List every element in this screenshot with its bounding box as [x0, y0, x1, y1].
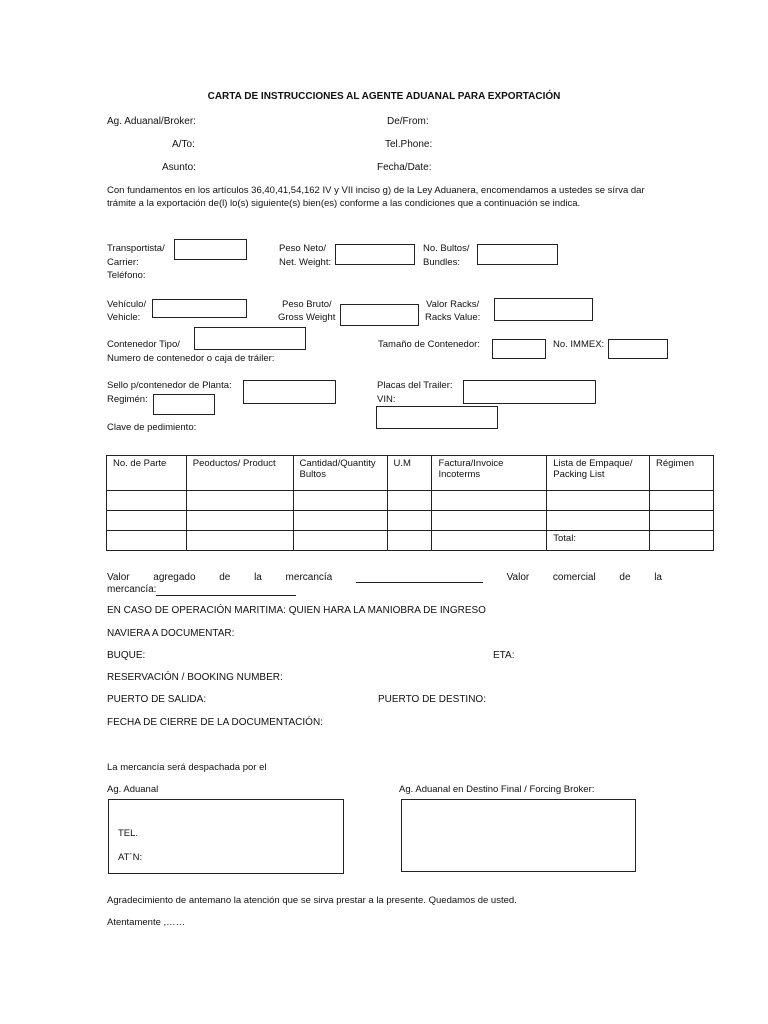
- value-word: de: [619, 572, 631, 583]
- table-cell[interactable]: [547, 491, 650, 511]
- header-product: Peoductos/ Product: [186, 456, 293, 491]
- table-row: [107, 511, 714, 531]
- value-word: mercancía: [285, 572, 333, 583]
- table-cell[interactable]: [107, 531, 187, 551]
- value-word: comercial: [552, 572, 596, 583]
- regime-label: Regimén:: [107, 394, 148, 405]
- value-line-2: [107, 583, 296, 596]
- trailer-plates-label: Placas del Trailer:: [377, 380, 453, 391]
- net-weight-field[interactable]: [335, 244, 415, 265]
- table-cell[interactable]: [650, 491, 714, 511]
- eta-label: ETA:: [493, 650, 515, 661]
- table-cell[interactable]: [107, 491, 187, 511]
- final-broker-heading: Ag. Aduanal en Destino Final / Forcing Broker:: [399, 784, 595, 795]
- from-label: De/From:: [387, 116, 429, 127]
- table-cell[interactable]: [387, 491, 432, 511]
- table-cell[interactable]: [186, 491, 293, 511]
- container-type-label: Contenedor Tipo/: [107, 339, 180, 350]
- value-word: Valor: [506, 572, 530, 583]
- racks-value-label-2: Racks Value:: [425, 312, 481, 323]
- maritime-heading: EN CASO DE OPERACIÓN MARITIMA: QUIEN HARA LA MANIOBRA DE INGRESO: [107, 605, 486, 616]
- bundles-label-2: Bundles:: [423, 257, 460, 268]
- regime-field[interactable]: [153, 394, 215, 415]
- table-cell[interactable]: [432, 491, 547, 511]
- seal-label: Sello p/contenedor de Planta:: [107, 380, 232, 391]
- table-total-row: [107, 531, 714, 551]
- table-cell[interactable]: [293, 531, 387, 551]
- header-part-number: No. de Parte: [107, 456, 187, 491]
- departure-port-label: PUERTO DE SALIDA:: [107, 694, 207, 705]
- value-word: agregado: [153, 572, 196, 583]
- net-weight-label-1: Peso Neto/: [279, 243, 326, 254]
- carrier-label-2: Carrier:: [107, 257, 139, 268]
- thanks-text: Agradecimiento de antemano la atención que se sirva prestar a la presente. Quedamos de usted.: [107, 895, 517, 906]
- value-word: de: [219, 572, 231, 583]
- final-broker-box[interactable]: [401, 799, 636, 872]
- total-field[interactable]: [650, 531, 714, 551]
- table-cell[interactable]: [547, 511, 650, 531]
- broker-box[interactable]: [108, 799, 344, 874]
- table-cell[interactable]: [186, 531, 293, 551]
- header-unit: U.M: [387, 456, 432, 491]
- container-type-field[interactable]: [194, 327, 306, 350]
- items-table: [106, 455, 714, 551]
- racks-value-field[interactable]: [494, 298, 593, 321]
- container-size-field[interactable]: [492, 339, 546, 359]
- broker-heading: Ag. Aduanal: [107, 784, 159, 795]
- gross-weight-label-2: Gross Weight: [278, 312, 336, 323]
- date-label: Fecha/Date:: [377, 162, 432, 173]
- broker-attn-label: AT´N:: [118, 852, 143, 863]
- intro-paragraph: Con fundamentos en los artículos 36,40,41,54,162 IV y VII inciso g) de la Ley Aduanera, encomendamos a ustedes se sírva dar trámite a la exportación de(l) lo(s) siguiente(s) bien(es) conforme a las condiciones que a continuación se indica.: [107, 185, 645, 209]
- subject-label: Asunto:: [162, 162, 196, 173]
- carrier-phone-label: Teléfono:: [107, 270, 146, 281]
- table-row: [107, 491, 714, 511]
- container-size-label: Tamaño de Contenedor:: [378, 339, 480, 350]
- carrier-label-1: Transportista/: [107, 243, 165, 254]
- page-title: CARTA DE INSTRUCCIONES AL AGENTE ADUANAL PARA EXPORTACIÓN: [207, 91, 561, 102]
- table-header-row: [107, 456, 714, 491]
- to-label: A/To:: [172, 139, 195, 150]
- header-regime: Régimen: [650, 456, 714, 491]
- table-cell[interactable]: [387, 531, 432, 551]
- broker-tel-label: TEL.: [118, 828, 139, 839]
- container-number-label: Numero de contenedor o caja de tráiler:: [107, 353, 275, 364]
- closing-date-label: FECHA DE CIERRE DE LA DOCUMENTACIÓN:: [107, 717, 323, 728]
- total-label: Total:: [547, 531, 650, 551]
- header-invoice: Factura/Invoice Incoterms: [432, 456, 547, 491]
- value-word: la: [254, 572, 262, 583]
- added-value-blank[interactable]: [356, 571, 483, 583]
- carrier-field[interactable]: [174, 239, 247, 260]
- vin-label: VIN:: [377, 394, 396, 405]
- vehicle-field[interactable]: [152, 299, 247, 318]
- seal-field[interactable]: [243, 380, 336, 404]
- destination-port-label: PUERTO DE DESTINO:: [378, 694, 486, 705]
- vehicle-label-2: Vehicle:: [107, 312, 141, 323]
- ship-label: BUQUE:: [107, 650, 146, 661]
- racks-value-label-1: Valor Racks/: [426, 299, 480, 310]
- immex-field[interactable]: [608, 339, 668, 359]
- gross-weight-label-1: Peso Bruto/: [282, 299, 332, 310]
- commercial-value-blank[interactable]: [156, 584, 296, 596]
- vehicle-label-1: Vehículo/: [107, 299, 147, 310]
- value-word: la: [654, 572, 662, 583]
- bundles-label-1: No. Bultos/: [423, 243, 470, 254]
- table-cell[interactable]: [650, 511, 714, 531]
- vin-field[interactable]: [376, 406, 498, 429]
- net-weight-label-2: Net. Weight:: [279, 257, 332, 268]
- immex-label: No. IMMEX:: [553, 339, 605, 350]
- gross-weight-field[interactable]: [340, 304, 419, 326]
- table-cell[interactable]: [186, 511, 293, 531]
- dispatch-intro: La mercancía será despachada por el: [107, 762, 267, 773]
- value-word: Valor: [107, 572, 130, 583]
- trailer-plates-field[interactable]: [463, 380, 596, 404]
- broker-label: Ag. Aduanal/Broker:: [107, 116, 196, 127]
- table-cell[interactable]: [107, 511, 187, 531]
- table-cell[interactable]: [432, 511, 547, 531]
- table-cell[interactable]: [293, 491, 387, 511]
- table-cell[interactable]: [293, 511, 387, 531]
- bundles-field[interactable]: [477, 244, 558, 265]
- header-packing-list: Lista de Empaque/ Packing List: [547, 456, 650, 491]
- phone-label: Tel.Phone:: [385, 139, 433, 150]
- table-cell[interactable]: [432, 531, 547, 551]
- table-cell[interactable]: [387, 511, 432, 531]
- shipping-line-label: NAVIERA A DOCUMENTAR:: [107, 628, 235, 639]
- signoff-text: Atentamente ,……: [107, 917, 186, 928]
- header-quantity: Cantidad/Quantity Bultos: [293, 456, 387, 491]
- pedimento-label: Clave de pedimiento:: [107, 422, 197, 433]
- commercial-value-label: mercancía:: [107, 584, 157, 595]
- booking-label: RESERVACIÓN / BOOKING NUMBER:: [107, 672, 283, 683]
